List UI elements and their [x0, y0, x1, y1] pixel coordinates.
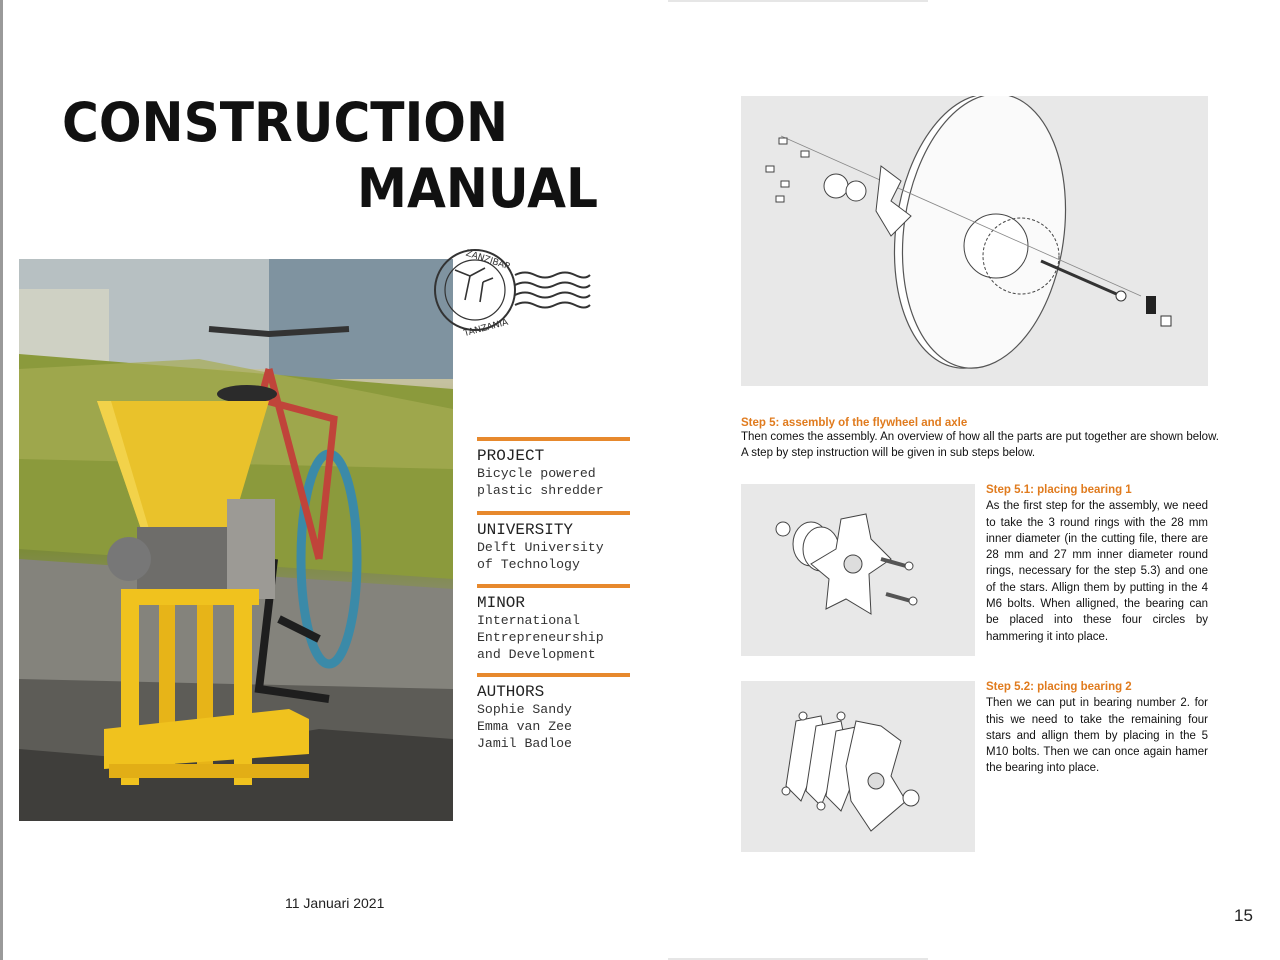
info-line: and Development [477, 647, 596, 662]
info-line: Emma van Zee [477, 719, 572, 734]
info-heading: UNIVERSITY [477, 521, 574, 539]
publication-date: 11 Januari 2021 [285, 895, 385, 911]
page-number: 15 [1234, 906, 1253, 925]
postal-stamp [425, 240, 595, 350]
step5-2-text: Then we can put in bearing number 2. for this we need to take the remaining four stars and allign them by placing in the 5 M10 bolts. Then we can once again hamer the bearing into place. [986, 697, 1208, 775]
page-edge [0, 0, 3, 960]
page-title-line-2: MANUAL [357, 157, 598, 220]
shredder-photo [19, 259, 453, 821]
step5-section [741, 417, 1219, 462]
step5-title: Step 5: assembly of the flywheel and axle [741, 417, 968, 429]
stamp-bottom-text: TANZANIA [462, 317, 510, 340]
step5-1-section [986, 482, 1208, 645]
info-line: Delft University [477, 540, 604, 555]
accent-bar [477, 584, 630, 588]
accent-bar [477, 437, 630, 441]
info-authors [477, 673, 630, 752]
step5-1-text: As the first step for the assembly, we need to take the 3 round rings with the 28 mm inner diameter (in the cutting file, there are 28 mm and 27 mm inner diameter round rings, necessary for the step 5.3) and one of the stars. Allign them by putting in the 4 M6 bolts. When alligned, the bearing can be placed into these four circles by hammering it into place. [986, 500, 1208, 643]
info-line: Sophie Sandy [477, 702, 572, 717]
info-line: International [477, 613, 580, 628]
info-line: Entrepreneurship [477, 630, 604, 645]
info-heading: PROJECT [477, 447, 545, 465]
step5-text-line: Then comes the assembly. An overview of how all the parts are put together are shown below. [741, 431, 1219, 443]
info-project [477, 437, 630, 499]
info-heading: MINOR [477, 594, 526, 612]
stamp-top-text: ZANZIBAR [464, 248, 512, 273]
info-minor [477, 584, 630, 663]
step5-2-section [986, 679, 1208, 777]
info-university [477, 511, 630, 573]
accent-bar [477, 511, 630, 515]
info-line: plastic shredder [477, 483, 604, 498]
bearing-1-diagram [741, 484, 975, 656]
divider-top [668, 0, 928, 2]
info-heading: AUTHORS [477, 683, 545, 701]
step5-1-title: Step 5.1: placing bearing 1 [986, 484, 1132, 496]
page-title-line-1: CONSTRUCTION [62, 91, 508, 154]
accent-bar [477, 673, 630, 677]
info-line: of Technology [477, 557, 580, 572]
step5-2-title: Step 5.2: placing bearing 2 [986, 681, 1132, 693]
info-line: Bicycle powered [477, 466, 596, 481]
step5-text-line: A step by step instruction will be given in sub steps below. [741, 447, 1036, 460]
info-line: Jamil Badloe [477, 736, 572, 751]
bearing-2-diagram [741, 681, 975, 852]
flywheel-exploded-diagram [741, 96, 1208, 386]
